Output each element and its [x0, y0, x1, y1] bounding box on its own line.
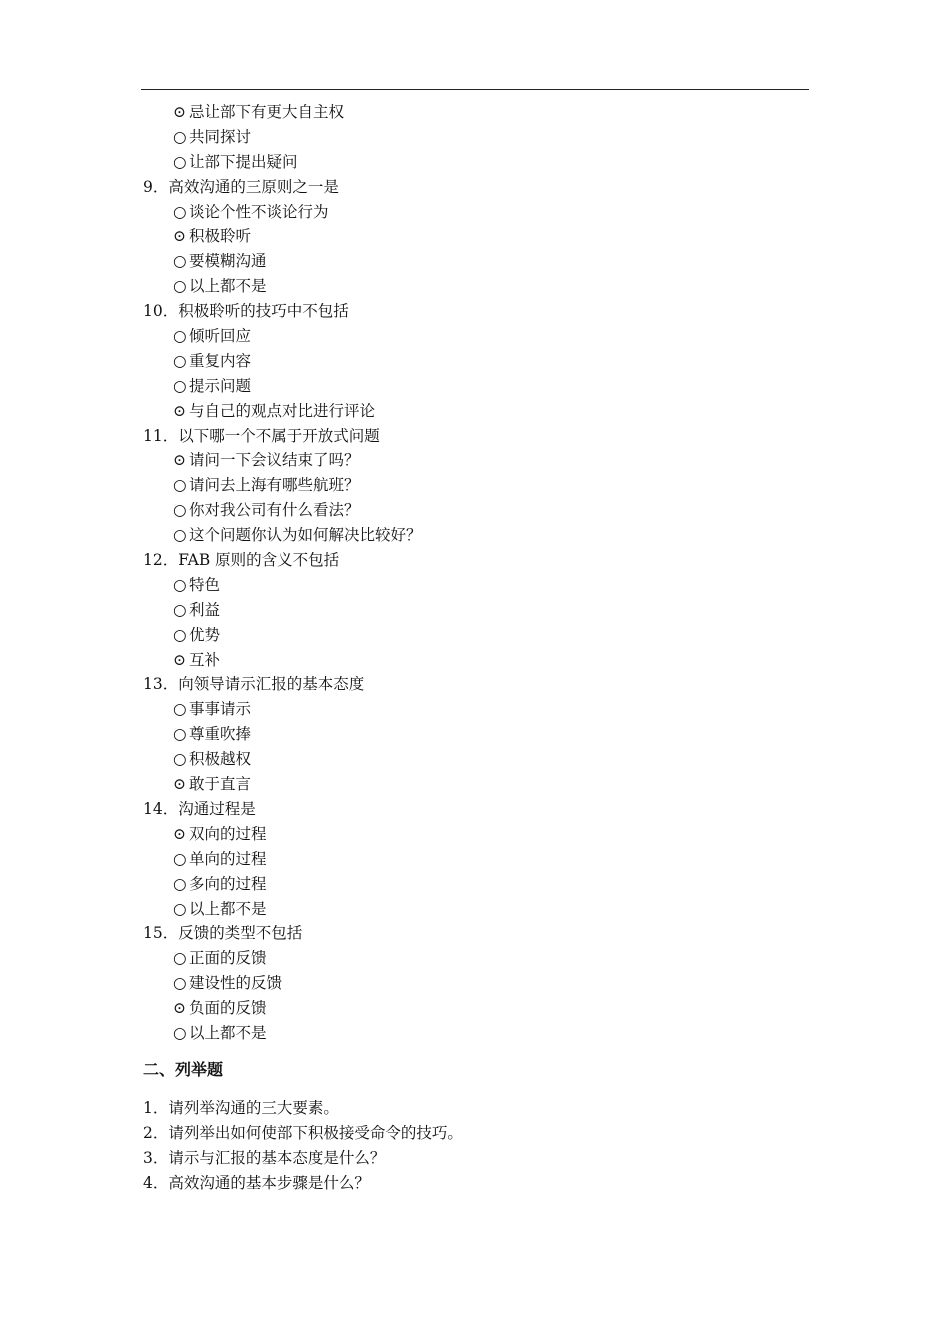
radio-icon: ○ [173, 252, 187, 271]
radio-icon: ⊙ [173, 999, 186, 1018]
radio-icon: ○ [173, 625, 187, 644]
option-item [143, 324, 823, 349]
option-text: 双向的过程 [189, 824, 267, 843]
question-number: 13． [143, 675, 179, 694]
option-item [143, 473, 823, 498]
radio-icon: ⊙ [173, 650, 186, 669]
radio-icon: ○ [173, 127, 187, 146]
option-text: 利益 [189, 600, 221, 619]
question-text: 向领导请示汇报的基本态度 [178, 675, 365, 694]
option-item [143, 274, 823, 299]
radio-icon: ○ [173, 725, 187, 744]
option-item [143, 872, 823, 897]
option-text: 以上都不是 [189, 899, 267, 918]
option-text: 倾听回应 [189, 327, 252, 346]
option-item [143, 349, 823, 374]
document-body [143, 100, 823, 1196]
radio-icon: ⊙ [173, 775, 186, 794]
question-number: 12． [143, 551, 179, 570]
question-text: 积极聆听的技巧中不包括 [178, 302, 349, 321]
radio-icon: ⊙ [173, 103, 186, 121]
radio-icon: ○ [173, 1023, 187, 1042]
option-text: 重复内容 [189, 351, 252, 370]
item-number: 3． [143, 1148, 169, 1167]
option-text: 积极聆听 [189, 227, 252, 246]
question-number: 11． [143, 426, 179, 445]
option-text: 负面的反馈 [189, 999, 267, 1018]
option-item [143, 523, 823, 548]
radio-icon: ○ [173, 600, 187, 619]
radio-icon: ○ [173, 575, 187, 594]
option-text: 单向的过程 [189, 849, 267, 868]
option-text: 这个问题你认为如何解决比较好？ [189, 526, 422, 545]
option-text: 事事请示 [189, 700, 252, 719]
option-text: 互补 [189, 650, 221, 669]
option-item [143, 224, 823, 249]
radio-icon: ○ [173, 700, 187, 719]
option-item [143, 623, 823, 648]
option-text: 以上都不是 [189, 277, 267, 296]
option-item [143, 100, 823, 125]
question-number: 10． [143, 302, 179, 321]
radio-icon: ⊙ [173, 401, 186, 420]
option-item [143, 598, 823, 623]
radio-icon: ⊙ [173, 227, 186, 246]
option-text: 敢于直言 [189, 775, 252, 794]
radio-icon: ○ [173, 974, 187, 993]
question-text: 以下哪一个不属于开放式问题 [178, 426, 380, 445]
option-text: 优势 [189, 625, 221, 644]
radio-icon: ○ [173, 277, 187, 296]
item-text: 请列举出如何使部下积极接受命令的技巧。 [168, 1123, 463, 1142]
radio-icon: ○ [173, 476, 187, 495]
section-heading: 二、列举题 [143, 1059, 224, 1079]
option-item [143, 996, 823, 1021]
radio-icon: ○ [173, 351, 187, 370]
radio-icon: ○ [173, 949, 187, 968]
question-text: FAB 原则的含义不包括 [178, 551, 340, 570]
option-item [143, 249, 823, 274]
question-14 [143, 797, 823, 822]
list-item [143, 1171, 823, 1196]
option-item [143, 946, 823, 971]
option-item [143, 125, 823, 150]
option-item [143, 200, 823, 225]
option-item [143, 399, 823, 424]
option-item [143, 1021, 823, 1046]
question-10 [143, 299, 823, 324]
option-text: 提示问题 [189, 376, 252, 395]
option-text: 要模糊沟通 [189, 252, 267, 271]
option-text: 请问一下会议结束了吗？ [189, 451, 360, 470]
question-12 [143, 548, 823, 573]
question-text: 高效沟通的三原则之一是 [168, 177, 339, 196]
question-number: 15． [143, 924, 179, 943]
radio-icon: ○ [173, 327, 187, 346]
radio-icon: ○ [173, 874, 187, 893]
item-text: 请示与汇报的基本态度是什么？ [168, 1148, 386, 1167]
option-text: 建设性的反馈 [189, 974, 283, 993]
item-text: 高效沟通的基本步骤是什么？ [168, 1173, 370, 1192]
option-item [143, 971, 823, 996]
option-item [143, 822, 823, 847]
item-text: 请列举沟通的三大要素。 [168, 1098, 339, 1117]
option-text: 特色 [189, 575, 221, 594]
item-number: 2． [143, 1123, 169, 1142]
option-item [143, 772, 823, 797]
question-number: 9． [143, 177, 169, 196]
list-item [143, 1096, 823, 1121]
option-text: 尊重吹捧 [189, 725, 252, 744]
radio-icon: ○ [173, 849, 187, 868]
question-number: 14． [143, 799, 179, 818]
option-text: 让部下提出疑问 [189, 152, 298, 171]
question-text: 反馈的类型不包括 [178, 924, 303, 943]
option-item [143, 448, 823, 473]
enumeration-list [143, 1096, 823, 1196]
option-text: 多向的过程 [189, 874, 267, 893]
option-text: 忌让部下有更大自主权 [189, 103, 345, 121]
question-9 [143, 175, 823, 200]
list-item [143, 1121, 823, 1146]
radio-icon: ⊙ [173, 451, 186, 470]
radio-icon: ○ [173, 750, 187, 769]
item-number: 1． [143, 1098, 169, 1117]
option-item [143, 697, 823, 722]
item-number: 4． [143, 1173, 169, 1192]
option-text: 以上都不是 [189, 1023, 267, 1042]
option-text: 你对我公司有什么看法？ [189, 501, 360, 520]
list-item [143, 1146, 823, 1171]
radio-icon: ○ [173, 152, 187, 171]
option-item [143, 648, 823, 673]
option-item [143, 150, 823, 175]
option-text: 正面的反馈 [189, 949, 267, 968]
question-15 [143, 921, 823, 946]
option-item [143, 722, 823, 747]
option-text: 共同探讨 [189, 127, 252, 146]
option-item [143, 374, 823, 399]
question-13 [143, 672, 823, 697]
option-item [143, 747, 823, 772]
option-item [143, 573, 823, 598]
option-text: 谈论个性不谈论行为 [189, 202, 329, 221]
radio-icon: ○ [173, 376, 187, 395]
radio-icon: ○ [173, 899, 187, 918]
header-rule [141, 89, 809, 90]
radio-icon: ○ [173, 202, 187, 221]
option-item [143, 498, 823, 523]
option-text: 与自己的观点对比进行评论 [189, 401, 376, 420]
question-text: 沟通过程是 [178, 799, 256, 818]
option-item [143, 847, 823, 872]
radio-icon: ○ [173, 501, 187, 520]
radio-icon: ⊙ [173, 824, 186, 843]
option-text: 积极越权 [189, 750, 252, 769]
option-item [143, 897, 823, 922]
radio-icon: ○ [173, 526, 187, 545]
option-text: 请问去上海有哪些航班？ [189, 476, 360, 495]
question-11 [143, 424, 823, 449]
